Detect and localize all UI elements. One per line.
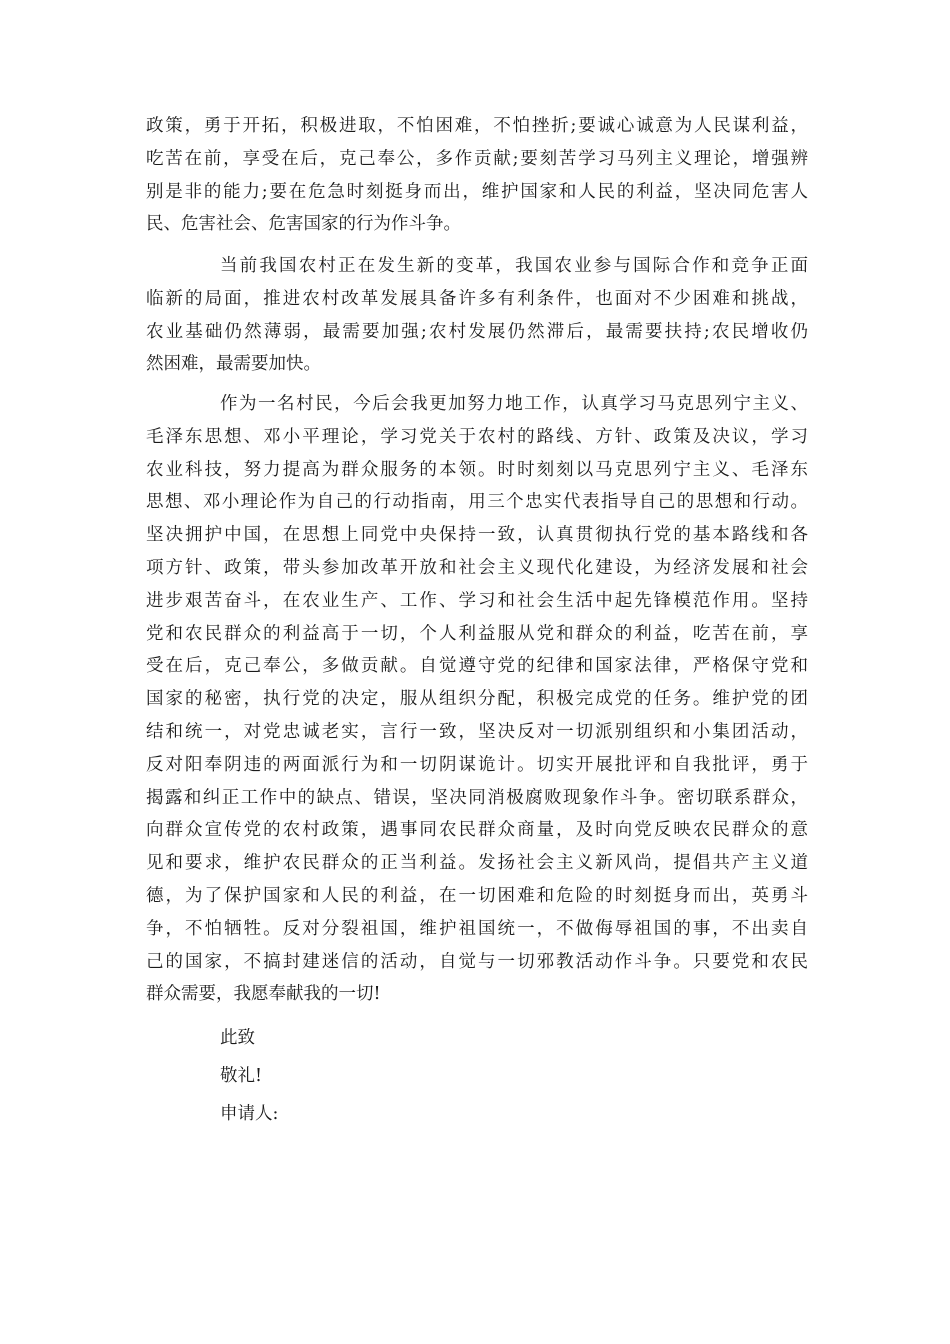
paragraph-line: 进步艰苦奋斗，在农业生产、工作、学习和社会生活中起先锋模范作用。坚持 bbox=[146, 590, 808, 611]
paragraph-line: 项方针、政策，带头参加改革开放和社会主义现代化建设，为经济发展和社会 bbox=[146, 557, 808, 578]
paragraph-line: 思想、邓小理论作为自己的行动指南，用三个忠实代表指导自己的思想和行动。 bbox=[146, 492, 808, 513]
paragraph-line: 德，为了保护国家和人民的利益，在一切困难和危险的时刻挺身而出，英勇斗 bbox=[146, 885, 808, 906]
paragraph-line: 结和统一，对党忠诚老实，言行一致，坚决反对一切派别组织和小集团活动， bbox=[146, 721, 808, 742]
paragraph-line: 政策，勇于开拓，积极进取，不怕困难，不怕挫折;要诚心诚意为人民谋利益， bbox=[146, 116, 808, 136]
paragraph-line: 当前我国农村正在发生新的变革，我国农业参与国际合作和竞争正面 bbox=[220, 256, 808, 276]
paragraph-line: 坚决拥护中国，在思想上同党中央保持一致，认真贯彻执行党的基本路线和各 bbox=[146, 525, 808, 546]
paragraph-line: 见和要求，维护农民群众的正当利益。发扬社会主义新风尚，提倡共产主义道 bbox=[146, 853, 808, 874]
paragraph-line: 毛泽东思想、邓小平理论，学习党关于农村的路线、方针、政策及决议，学习 bbox=[146, 426, 808, 447]
paragraph-line: 向群众宣传党的农村政策，遇事同农民群众商量，及时向党反映农民群众的意 bbox=[146, 820, 808, 841]
paragraph-3 bbox=[146, 388, 808, 1011]
paragraph-1 bbox=[146, 110, 808, 241]
paragraph-line: 农业科技，努力提高为群众服务的本领。时时刻刻以马克思列宁主义、毛泽东 bbox=[146, 459, 808, 480]
paragraph-line: 己的国家，不搞封建迷信的活动，自觉与一切邪教活动作斗争。只要党和农民 bbox=[146, 951, 808, 972]
salutation: 此致 bbox=[220, 1028, 255, 1048]
paragraph-line: 民、危害社会、危害国家的行为作斗争。 bbox=[146, 214, 461, 235]
applicant-label: 申请人: bbox=[220, 1104, 279, 1124]
paragraph-line: 争，不怕牺牲。反对分裂祖国，维护祖国统一，不做侮辱祖国的事，不出卖自 bbox=[146, 918, 808, 939]
paragraph-line: 国家的秘密，执行党的决定，服从组织分配，积极完成党的任务。维护党的团 bbox=[146, 689, 808, 710]
paragraph-line: 党和农民群众的利益高于一切，个人利益服从党和群众的利益，吃苦在前，享 bbox=[146, 623, 808, 644]
closing-block bbox=[146, 1019, 808, 1133]
paragraph-line: 别是非的能力;要在危急时刻挺身而出，维护国家和人民的利益，坚决同危害人 bbox=[146, 181, 808, 202]
paragraph-line: 吃苦在前，享受在后，克己奉公，多作贡献;要刻苦学习马列主义理论，增强辨 bbox=[146, 148, 808, 169]
paragraph-line: 揭露和纠正工作中的缺点、错误，坚决同消极腐败现象作斗争。密切联系群众， bbox=[146, 787, 808, 808]
paragraph-line: 作为一名村民，今后会我更加努力地工作，认真学习马克思列宁主义、 bbox=[220, 394, 808, 414]
paragraph-line: 群众需要，我愿奉献我的一切! bbox=[146, 984, 381, 1005]
paragraph-line: 受在后，克己奉公，多做贡献。自觉遵守党的纪律和国家法律，严格保守党和 bbox=[146, 656, 808, 677]
paragraph-line: 临新的局面，推进农村改革发展具备许多有利条件，也面对不少困难和挑战， bbox=[146, 288, 808, 309]
regards: 敬礼! bbox=[220, 1066, 263, 1086]
paragraph-line: 然困难，最需要加快。 bbox=[146, 354, 321, 375]
paragraph-line: 反对阳奉阴违的两面派行为和一切阴谋诡计。切实开展批评和自我批评，勇于 bbox=[146, 754, 808, 775]
paragraph-line: 农业基础仍然薄弱，最需要加强;农村发展仍然滞后，最需要扶持;农民增收仍 bbox=[146, 321, 808, 342]
paragraph-2 bbox=[146, 250, 808, 381]
